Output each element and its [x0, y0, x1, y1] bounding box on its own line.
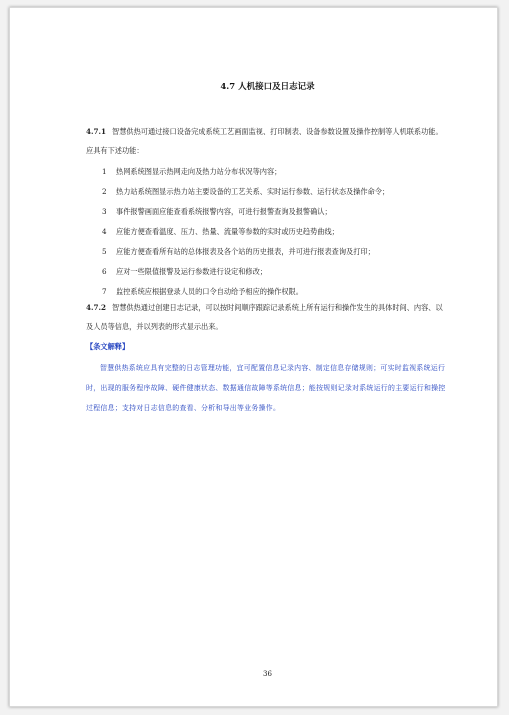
document-page: [9, 7, 498, 707]
list-item: [102, 166, 449, 178]
clause-number: 4.7.1: [86, 127, 107, 136]
list-item-text: 应对一些限值报警及运行参数进行设定和修改；: [116, 267, 267, 276]
clause-number: 4.7.2: [86, 303, 107, 312]
list-item-text: 事件报警画面应能查看系统报警内容，可进行报警查询及报警确认；: [116, 207, 332, 216]
page-number: 36: [263, 670, 272, 678]
list-item-number: 7: [102, 287, 107, 296]
list-item-number: 4: [102, 227, 107, 236]
list-item: [102, 246, 449, 258]
clause-text: 智慧供热通过创建日志记录，可以按时间顺序跟踪记录系统上所有运行和操作发生的具体时间、内容、以及人员等信息，并以列表的形式显示出来。: [86, 303, 443, 331]
list-item-number: 6: [102, 267, 107, 276]
clause-text: 智慧供热可通过接口设备完成系统工艺画面监视、打印制表、设备参数设置及操作控制等人机联系功能。应具有下述功能：: [86, 127, 443, 155]
list-item: [102, 186, 449, 198]
note-text: 智慧供热系统应具有完整的日志管理功能，宜可配置信息记录内容、制定信息存储规则；可实时监视系统运行时，出现的服务程序故障、硬件健康状态、数据通信故障等系统信息；能按规则记录对系统运行的主要运行和操控过程信息；支持对日志信息的查看、分析和导出等业务操作。: [86, 364, 446, 412]
list-item: [102, 206, 449, 218]
list-item-number: 5: [102, 247, 107, 256]
list-item: [102, 286, 449, 298]
clause-4-7-1: [86, 122, 449, 160]
list-item-text: 热力站系统图显示热力站主要设备的工艺关系、实时运行参数、运行状态及操作命令；: [116, 187, 390, 196]
list-item-number: 1: [102, 167, 107, 176]
list-item-text: 监控系统应根据登录人员的口令自动给予相应的操作权限。: [116, 287, 303, 296]
list-item-text: 热网系统图显示热网走向及热力站分布状况等内容；: [116, 167, 282, 176]
note-heading: 【条文解释】: [86, 342, 130, 351]
list-item: [102, 226, 449, 238]
list-item-text: 应能方便查看所有站的总体报表及各个站的历史报表，并可进行报表查询及打印；: [116, 247, 375, 256]
list-item-number: 2: [102, 187, 107, 196]
list-item: [102, 266, 449, 278]
clause-4-7-2: [86, 298, 449, 336]
list-item-text: 应能方便查看温度、压力、热量、流量等参数的实时或历史趋势曲线；: [116, 227, 339, 236]
list-item-number: 3: [102, 207, 107, 216]
section-title: 4.7 人机接口及日志记录: [220, 82, 315, 92]
